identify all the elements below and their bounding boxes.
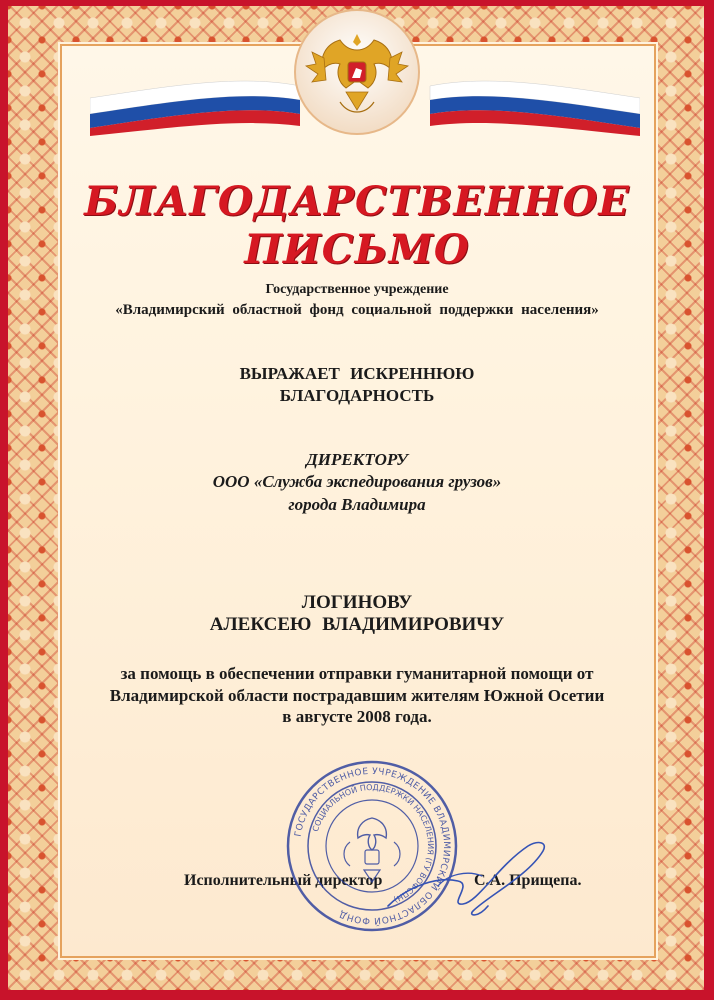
emblem-medallion <box>288 6 426 138</box>
signatory-name: С.А. Прищепа. <box>474 872 582 889</box>
issuer-type: Государственное учреждение <box>265 282 449 297</box>
reason-line-1: за помощь в обеспечении отправки гуманитарной помощи от <box>120 664 594 683</box>
certificate-title-line-1: БЛАГОДАРСТВЕННОЕ <box>84 178 630 225</box>
recipient-city: города Владимира <box>288 495 426 514</box>
stamp-outer-text: ГОСУДАРСТВЕННОЕ УЧРЕЖДЕНИЕ ВЛАДИМИРСКИЙ ОБЛАСТНОЙ ФОНД <box>293 766 452 926</box>
recipient-surname: ЛОГИНОВУ <box>301 592 413 613</box>
recipient-given-names: АЛЕКСЕЮ ВЛАДИМИРОВИЧУ <box>209 614 505 635</box>
handwritten-signature <box>378 826 558 926</box>
signatory-title: Исполнительный директор <box>184 872 383 889</box>
recipient-position: ДИРЕКТОРУ <box>306 450 408 469</box>
reason-line-3: в августе 2008 года. <box>282 707 432 726</box>
russian-coat-of-arms-icon <box>288 6 426 138</box>
gratitude-line-2: БЛАГОДАРНОСТЬ <box>279 386 435 405</box>
certificate-title-line-2: ПИСЬМО <box>244 226 470 273</box>
issuer-name: «Владимирский областной фонд социальной поддержки населения» <box>115 302 599 318</box>
gratitude-line-1: ВЫРАЖАЕТ ИСКРЕННЮЮ <box>239 364 475 383</box>
recipient-company: ООО «Служба экспедирования грузов» <box>212 472 502 491</box>
stamp-inner-text: СОЦИАЛЬНОЙ ПОДДЕРЖКИ НАСЕЛЕНИЯ (ГУ ВОФСПН) <box>310 782 436 905</box>
reason-line-2: Владимирской области пострадавшим жителям Южной Осетии <box>109 686 605 705</box>
